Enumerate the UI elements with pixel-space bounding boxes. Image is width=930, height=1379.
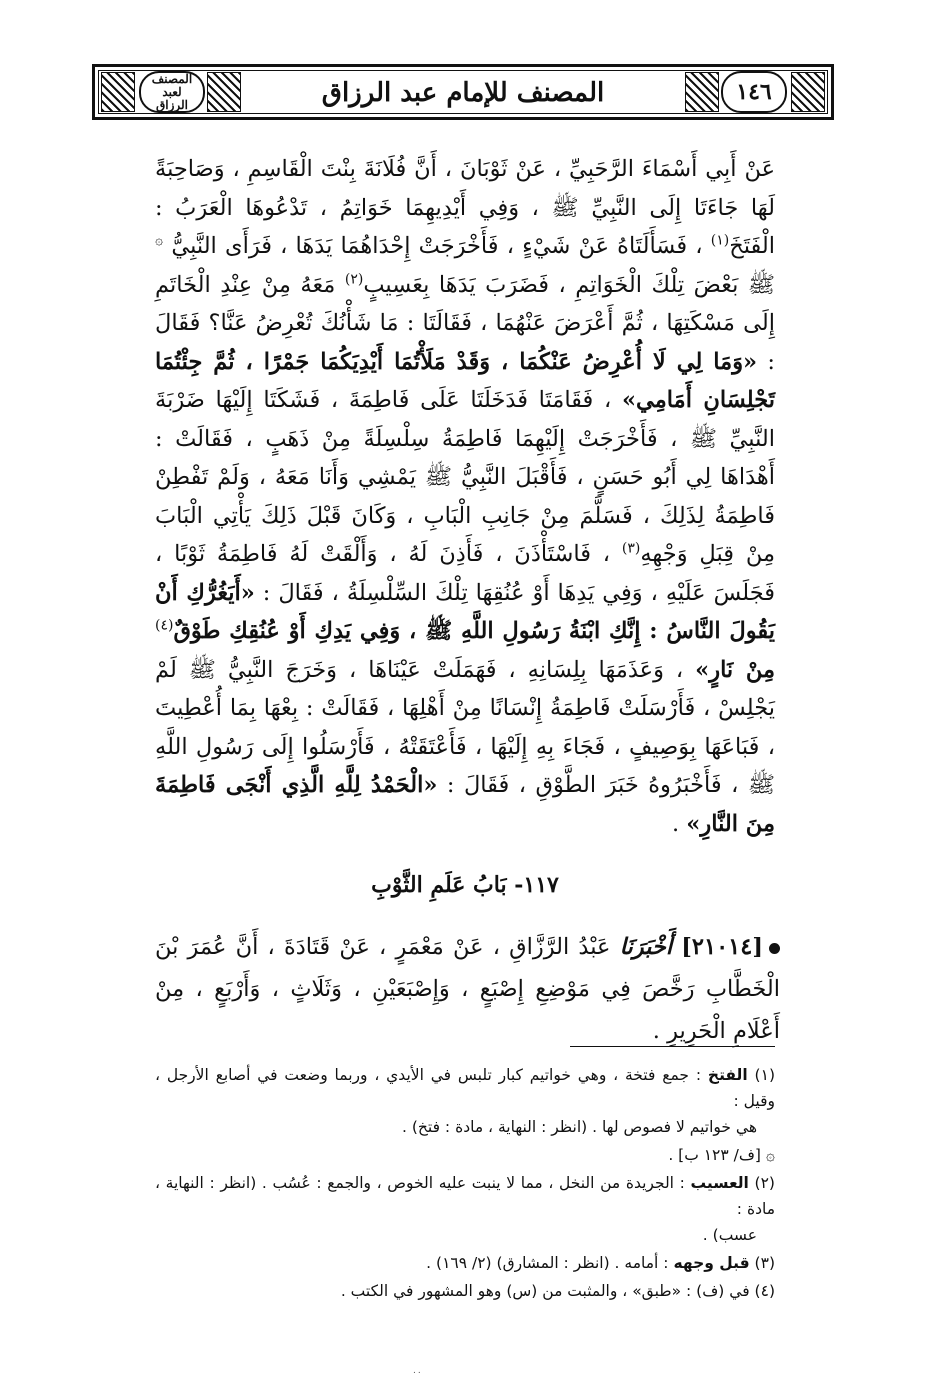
footnote-separator	[570, 1046, 775, 1047]
footnote-3	[155, 1250, 775, 1276]
logo-line-1: المصنف	[151, 71, 193, 86]
text-run: ، فَسَأَلَتَاهُ عَنْ شَيْءٍ ،	[506, 233, 703, 259]
footnote-folio	[155, 1142, 775, 1168]
footnote-4	[155, 1278, 775, 1304]
paragraph	[155, 150, 775, 843]
text-run: أُعْطِيتَ ، فَبَاعَهَا بِوَصِيفٍ ، فَجَاءَ بِهِ إِلَيْهَا ، فَأَعْتَقَتْهُ ، فَأَرْسَلُوا إِلَى رَسُولِ اللَّهِ ﷺ ،	[155, 695, 775, 798]
header-ornament-right	[791, 72, 825, 112]
text-run: وَأَنَا مَعَهُ ، وَلَمْ تَفْطِنْ فَاطِمَةُ لِذَلِكَ ، فَسَلَّمَ مِنْ جَانِبِ الْبَابِ ، وَكَانَ قَبْلَ ذَلِكَ يَأْتِي	[155, 464, 775, 529]
hadith-text: عَبْدُ الرَّزَّاقِ ، عَنْ مَعْمَرٍ ، عَنْ قَتَادَةَ ، أَنَّ عُمَرَ بْنَ الْخَطَّابِ رَخَّصَ فِي مَوْضِعِ إِصْبَعٍ ، وَإِصْبَعَيْنِ ، وَثَلَاثٍ ، وَأَرْبَعٍ ، مِنْ أَعْلَامِ الْحَرِيرِ .	[155, 934, 780, 1044]
text-run: ، فَقَامَتَا فَدَخَلَتَا عَلَى فَاطِمَةَ ، فَشَكَتَا إِلَيْهَا ضَرْبَةَ النَّبِيِّ ﷺ ، فَأَخْرَجَتْ	[155, 387, 775, 452]
footnote-ref-1[interactable]: (١)	[710, 232, 730, 249]
text-run: ، فَاسْتَأْذَنَ ، فَأَذِنَ لَهُ ، وَأَلْقَتْ لَهُ فَاطِمَةُ ثَوْبًا ، فَجَلَسَ عَلَيْهِ ،	[155, 541, 775, 606]
chapter-heading: ١١٧- بَابُ عَلَمِ الثَّوْبِ	[371, 872, 559, 898]
text-run: مَعَهُ مِنْ عِنْدِ الْخَاتَمِ إِلَى مَسْكَتِهَا ، ثُمَّ أَعْرَضَ عَنْهُمَا ، فَقَالَتَا : مَا شَأْنُكَ	[155, 271, 776, 336]
header-ornament-inner-left	[207, 72, 241, 112]
footnote-term: الفتخ	[707, 1066, 748, 1084]
footnote-ref-2[interactable]: (٢)	[344, 271, 364, 287]
page-bottom-mark: ٠٠	[412, 1368, 422, 1378]
hadith-akhbarana: أَخْبَرَنَا	[619, 934, 673, 960]
footnote-continuation: عسب) .	[702, 1226, 757, 1244]
text-run: تُعْرِضُ عَنَّا؟ فَقَالَ :	[155, 310, 775, 375]
text-run: فَأَخْرَجَتْ إِحْدَاهُمَا يَدَهَا ، فَرَأَى النَّبِيُّ	[171, 233, 499, 259]
prophetic-quote: «الْحَمْدُ لِلَّهِ الَّذِي أَنْجَى فَاطِمَةَ مِنَ النَّارِ»	[155, 772, 775, 837]
footnote-number: (٤)	[754, 1282, 775, 1300]
footnote-number: (١)	[754, 1066, 775, 1084]
book-logo-badge	[139, 71, 205, 113]
footnote-term: العسيب	[690, 1174, 749, 1192]
text-run: النَّبِيِّ ﷺ ، وَفِي أَيْدِيهِمَا خَوَاتِمُ ، تَدْعُوهَا الْعَرَبُ : الْفَتَخَ	[155, 194, 775, 259]
footnote-continuation: هي خواتيم لا فصوص لها . (انظر : النهاية ، مادة : فتخ) .	[402, 1118, 757, 1136]
page-header	[92, 64, 834, 120]
hadith-number: [٢١٠١٤]	[681, 934, 763, 960]
footnote-text: : الجريدة من النخل ، مما لا ينبت عليه الخوص ، والجمع : عُسُب . (انظر : النهاية ، مادة :	[155, 1174, 775, 1218]
text-run: بِعَسِيبٍ	[363, 271, 430, 298]
text-run: ﷺ بَعْضَ تِلْكَ الْخَوَاتِمِ ، فَضَرَبَ يَدَهَا	[438, 271, 776, 298]
footnote-ref-4[interactable]: (٤)	[155, 617, 174, 634]
header-ornament-inner-right	[685, 72, 719, 112]
prophetic-quote: «وَمَا لِي لَا أُعْرِضُ عَنْكُمَا ، وَقَدْ مَلَأْتُمَا أَيْدِيَكُمَا جَمْرًا ، ثُمَّ جِئْتُمَا تَجْلِسَانِ أَمَامِي»	[155, 348, 776, 413]
footnote-number: (٣)	[754, 1254, 775, 1272]
text-run: الْبَابَ مِنْ قِبَلِ وَجْهِهِ	[155, 502, 775, 567]
page-number: ١٤٦	[721, 71, 787, 113]
folio-star-marker: ۞	[155, 232, 164, 249]
bullet-icon	[769, 943, 780, 954]
footnote-1	[155, 1062, 775, 1140]
logo-line-2: لعبد الرزاق	[155, 84, 189, 112]
footnote-text: في (ف) : «طبق» ، والمثبت من (س) وهو المشهور في الكتب .	[340, 1282, 750, 1300]
prophetic-quote: مِنْ نَارٍ»	[695, 656, 776, 683]
text-run: فَأَخْبَرُوهُ خَبَرَ الطَّوْقِ ، فَقَالَ :	[446, 772, 722, 798]
hadith-entry	[155, 926, 780, 1052]
text-run: ، وَعَذَمَهَا بِلِسَانِهِ ، فَهَمَلَتْ عَيْنَاهَا ،	[349, 656, 684, 683]
footnote-text: : جمع فتخة ، وهي خواتيم كبار تلبس في الأيدي ، وربما وضعت في أصابع الأرجل ، وقيل :	[155, 1066, 775, 1110]
prophetic-quote: «أَيَغُرُّكِ أَنْ يَقُولَ النَّاسُ : إِنَّكِ ابْنَةُ رَسُولِ اللَّهِ ﷺ ، وَفِي يَدِكِ أَوْ عُنُقِكِ طَوْقٌ	[155, 579, 775, 644]
text-run: .	[671, 810, 680, 837]
footnote-term: قبل وجهه	[673, 1254, 750, 1272]
text-run: وَخَرَجَ النَّبِيُّ ﷺ لَمْ يَجْلِسْ ، فَأَرْسَلَتْ فَاطِمَةُ إِنْسَانًا مِنْ أَهْلِهَا ، فَقَالَتْ : بِعْهَا بِمَا	[155, 656, 775, 721]
footnote-number: (٢)	[754, 1174, 775, 1192]
running-title: المصنف للإمام عبد الرزاق	[321, 78, 605, 108]
text-run: عَنْ أَبِي أَسْمَاءَ الرَّحَبِيِّ ، عَنْ ثَوْبَانَ ، أَنَّ فُلَانَةَ بِنْتَ الْقَاسِمِ ، وَصَاحِبَةً لَهَا جَاءَتَا إِلَى	[155, 156, 775, 221]
header-ornament-left	[101, 72, 135, 112]
footnote-text: ۞ [ف/ ١٢٣ ب] .	[668, 1146, 775, 1164]
text-run: إِلَيْهِمَا فَاطِمَةُ سِلْسِلَةً مِنْ ذَهَبٍ ، فَقَالَتْ : أَهْدَاهَا لِي أَبُو حَسَنٍ ، فَأَقْبَلَ النَّبِيُّ ﷺ يَمْشِي	[155, 425, 775, 490]
footnote-2	[155, 1170, 775, 1248]
text-run: وَفِي يَدِهَا أَوْ عُنُقِهَا تِلْكَ السِّلْسِلَةُ ، فَقَالَ :	[262, 579, 643, 606]
footnotes	[155, 1062, 775, 1306]
main-text	[155, 150, 775, 843]
footnote-text: : أمامه . (انظر : المشارق) (٢/ ١٦٩) .	[426, 1254, 669, 1272]
footnote-ref-3[interactable]: (٣)	[621, 540, 641, 557]
